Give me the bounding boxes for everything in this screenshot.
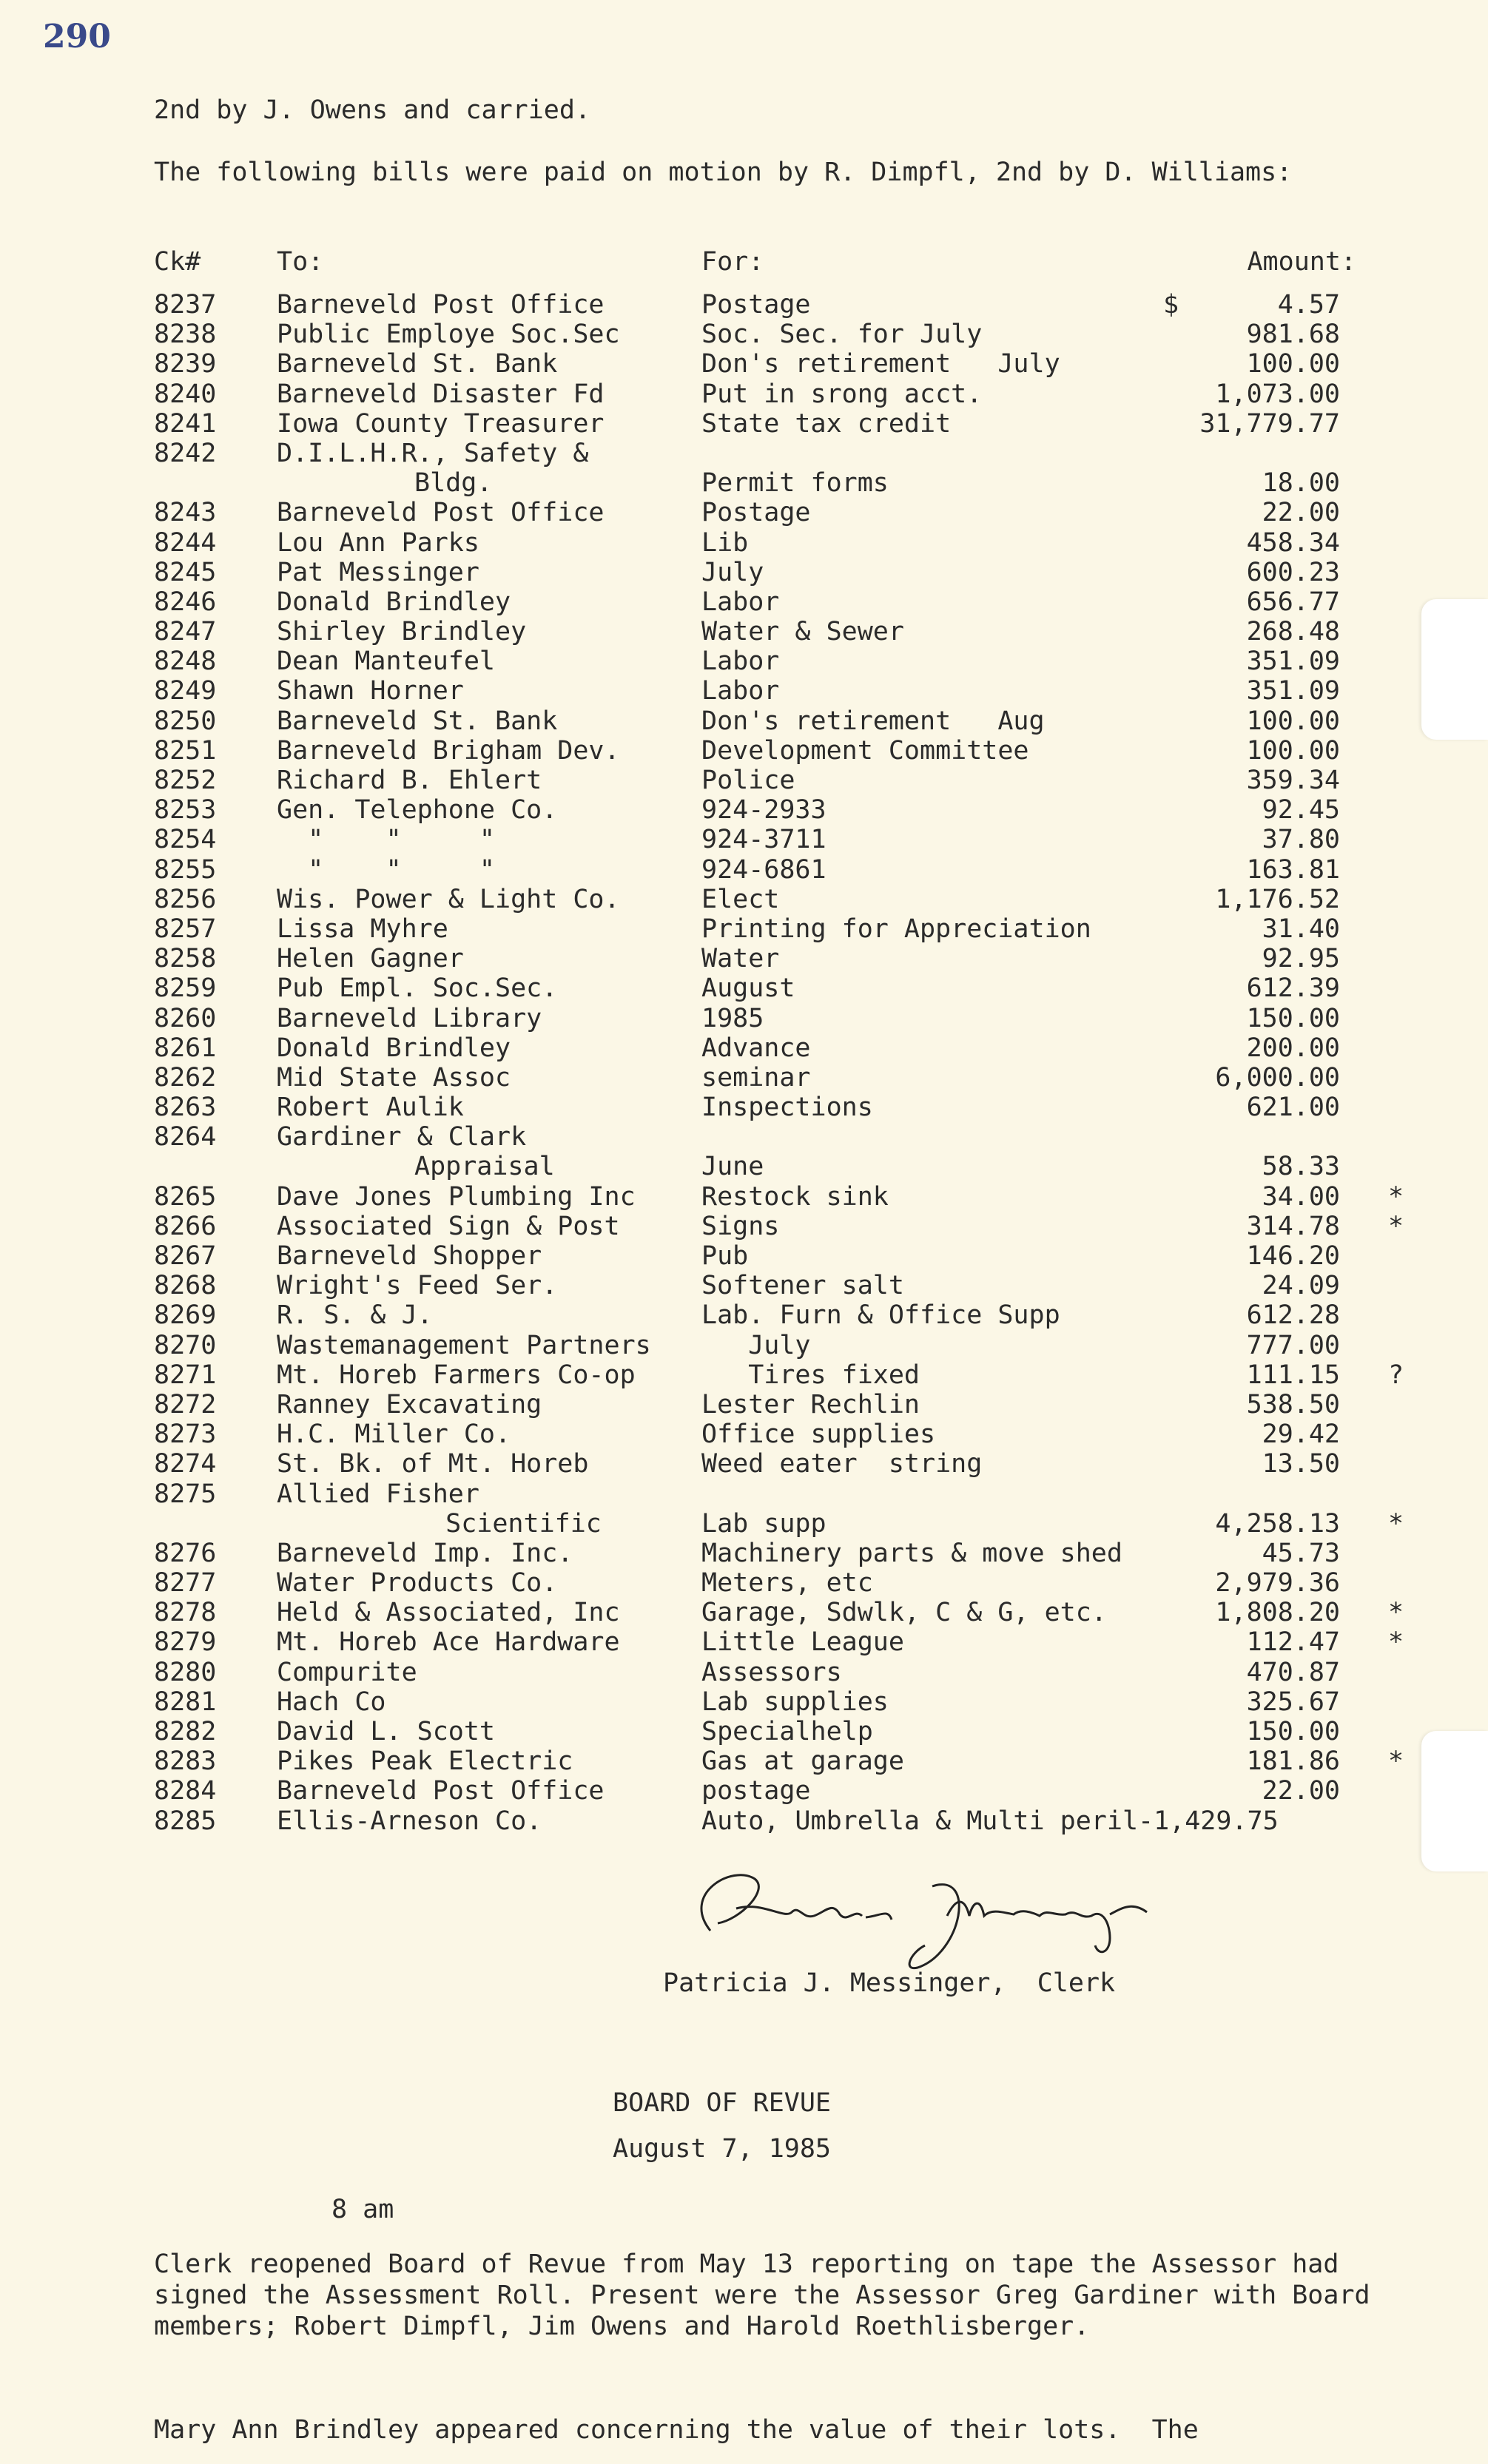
ledger-row <box>0 1420 1488 1449</box>
board-title: BOARD OF REVUE <box>613 2088 832 2118</box>
check-number: 8283 <box>154 1746 217 1777</box>
payee: Barneveld Post Office <box>277 290 605 320</box>
purpose: 924-6861 <box>701 854 827 885</box>
check-number: 8269 <box>154 1300 217 1331</box>
payee: Mid State Assoc <box>277 1062 511 1093</box>
amount: 268.48 <box>1246 617 1340 647</box>
row-mark: * <box>1388 1211 1404 1241</box>
check-number: 8277 <box>154 1568 217 1599</box>
amount: 538.50 <box>1246 1389 1340 1420</box>
amount: 6,000.00 <box>1215 1062 1340 1093</box>
amount: 163.81 <box>1246 854 1340 885</box>
ledger-row <box>0 498 1488 527</box>
ledger-row <box>0 1241 1488 1271</box>
check-number: 8262 <box>154 1062 217 1093</box>
amount: 612.28 <box>1246 1300 1340 1331</box>
ledger-row <box>0 1568 1488 1598</box>
payee: Donald Brindley <box>277 587 511 617</box>
ledger-row <box>0 944 1488 973</box>
ledger-row <box>0 1331 1488 1360</box>
amount: 621.00 <box>1246 1093 1340 1123</box>
purpose: Inspections <box>701 1093 873 1123</box>
ledger-row <box>0 349 1488 379</box>
ledger-row <box>0 855 1488 885</box>
payee: Compurite <box>277 1657 417 1687</box>
payee: Robert Aulik <box>277 1093 464 1123</box>
check-number: 8239 <box>154 349 217 379</box>
ledger-row <box>0 468 1488 498</box>
payee: Iowa County Treasurer <box>277 408 605 439</box>
amount: 351.09 <box>1246 676 1340 706</box>
payee: Allied Fisher <box>277 1479 479 1509</box>
ledger-row <box>0 1122 1488 1152</box>
payee: R. S. & J. <box>277 1300 433 1331</box>
payee: " " " <box>277 825 496 855</box>
ledger-row <box>0 409 1488 439</box>
check-number: 8261 <box>154 1033 217 1063</box>
purpose: Soc. Sec. for July <box>701 320 983 350</box>
ledger-row <box>0 1093 1488 1122</box>
payee: Helen Gagner <box>277 944 464 974</box>
board-date: August 7, 1985 <box>613 2134 832 2164</box>
purpose: July <box>701 557 764 587</box>
purpose: Lab. Furn & Office Supp <box>701 1300 1060 1331</box>
ledger-row <box>0 1004 1488 1033</box>
check-number: 8279 <box>154 1627 217 1658</box>
purpose: Printing for Appreciation <box>701 914 1091 944</box>
purpose: Pub <box>701 1241 749 1271</box>
payee: Ellis-Arneson Co. <box>277 1806 542 1836</box>
bills-paragraph: The following bills were paid on motion by R. Dimpfl, 2nd by D. Williams: <box>154 158 1293 187</box>
purpose: Machinery parts & move shed <box>701 1538 1122 1568</box>
payee: Shirley Brindley <box>277 617 527 647</box>
meeting-time: 8 am <box>331 2195 394 2224</box>
payee: Shawn Horner <box>277 676 464 706</box>
payee: Wright's Feed Ser. <box>277 1271 558 1301</box>
check-number: 8276 <box>154 1538 217 1568</box>
payee: David L. Scott <box>277 1717 496 1746</box>
check-number: 8282 <box>154 1717 217 1746</box>
row-mark: ? <box>1388 1360 1404 1390</box>
signature-caption: Patricia J. Messinger, Clerk <box>663 1968 1116 1998</box>
amount: 22.00 <box>1262 498 1340 528</box>
purpose: Little League <box>701 1627 904 1658</box>
bills-ledger <box>0 290 1488 1836</box>
check-number: 8247 <box>154 617 217 647</box>
purpose: Softener salt <box>701 1271 904 1301</box>
ledger-row <box>0 1658 1488 1687</box>
header-amount: Amount: <box>1247 247 1356 277</box>
amount: 2,979.36 <box>1215 1568 1340 1599</box>
ledger-row <box>0 1182 1488 1212</box>
check-number: 8274 <box>154 1449 217 1479</box>
check-number: 8264 <box>154 1122 217 1152</box>
purpose: Water <box>701 944 780 974</box>
payee: Public Employe Soc.Sec <box>277 320 620 350</box>
ledger-row <box>0 1806 1488 1836</box>
payee: Lissa Myhre <box>277 914 448 944</box>
amount: 314.78 <box>1246 1211 1340 1241</box>
ledger-row <box>0 647 1488 676</box>
ledger-row <box>0 587 1488 617</box>
payee: Appraisal <box>414 1152 555 1182</box>
amount: 981.68 <box>1246 320 1340 350</box>
purpose: Restock sink <box>701 1181 889 1212</box>
purpose: June <box>701 1152 764 1182</box>
amount: 181.86 <box>1246 1746 1340 1777</box>
purpose: Meters, etc <box>701 1568 873 1599</box>
payee: Bldg. <box>414 468 493 499</box>
purpose: Postage <box>701 498 811 528</box>
amount: 150.00 <box>1246 1003 1340 1033</box>
purpose: Postage <box>701 290 811 320</box>
amount: 45.73 <box>1262 1538 1340 1568</box>
ledger-row <box>0 617 1488 647</box>
purpose: Police <box>701 766 795 795</box>
amount: 612.39 <box>1246 973 1340 1004</box>
check-number: 8243 <box>154 498 217 528</box>
check-number: 8252 <box>154 766 217 795</box>
purpose: Specialhelp <box>701 1717 873 1746</box>
row-mark: * <box>1388 1627 1404 1658</box>
amount: 100.00 <box>1246 735 1340 766</box>
ledger-row <box>0 676 1488 706</box>
ledger-row <box>0 1479 1488 1509</box>
check-number: 8281 <box>154 1687 217 1717</box>
purpose: Labor <box>701 647 780 677</box>
ledger-row <box>0 320 1488 349</box>
amount: 1,176.52 <box>1215 884 1340 914</box>
payee: Pat Messinger <box>277 557 479 587</box>
row-mark: * <box>1388 1746 1404 1777</box>
amount: 58.33 <box>1262 1152 1340 1182</box>
check-number: 8250 <box>154 706 217 736</box>
ledger-row <box>0 290 1488 320</box>
purpose: August <box>701 973 795 1004</box>
ledger-row <box>0 1449 1488 1479</box>
amount: 100.00 <box>1246 706 1340 736</box>
purpose: seminar <box>701 1062 811 1093</box>
ledger-row <box>0 1033 1488 1063</box>
purpose: Weed eater string <box>701 1449 983 1479</box>
amount: 22.00 <box>1262 1776 1340 1806</box>
header-to: To: <box>277 247 324 277</box>
purpose: Elect <box>701 884 780 914</box>
signature <box>666 1849 1169 1982</box>
ledger-row <box>0 1212 1488 1241</box>
clerk-paragraph: Clerk reopened Board of Revue from May 13 reporting on tape the Assessor had signed the Assessment Roll. Present were the Assessor Greg Gardiner with Board members; Robert Dimpfl, Jim Owens and Harold Roethlisberger. <box>154 2249 1370 2341</box>
payee: Gardiner & Clark <box>277 1122 527 1152</box>
ledger-row <box>0 1063 1488 1093</box>
amount: 600.23 <box>1246 557 1340 587</box>
check-number: 8271 <box>154 1360 217 1390</box>
check-number: 8267 <box>154 1241 217 1271</box>
amount: 4.57 <box>1277 290 1340 320</box>
amount: 92.45 <box>1262 795 1340 826</box>
payee: Lou Ann Parks <box>277 527 479 558</box>
purpose: Tires fixed <box>701 1360 920 1390</box>
check-number: 8240 <box>154 379 217 409</box>
purpose: Don's retirement Aug <box>701 706 1045 736</box>
amount: 656.77 <box>1246 587 1340 617</box>
check-number: 8248 <box>154 647 217 677</box>
amount: 1,073.00 <box>1215 379 1340 409</box>
purpose: Auto, Umbrella & Multi peril-1,429.75 <box>701 1806 1279 1836</box>
purpose: Don's retirement July <box>701 349 1060 379</box>
check-number: 8273 <box>154 1420 217 1450</box>
purpose: Lib <box>701 527 749 558</box>
amount: 359.34 <box>1246 766 1340 795</box>
payee: Ranney Excavating <box>277 1389 542 1420</box>
ledger-row <box>0 736 1488 766</box>
payee: D.I.L.H.R., Safety & <box>277 438 589 468</box>
ledger-row <box>0 1717 1488 1746</box>
check-number: 8251 <box>154 735 217 766</box>
check-number: 8238 <box>154 320 217 350</box>
check-number: 8241 <box>154 408 217 439</box>
amount: 351.09 <box>1246 647 1340 677</box>
payee: Held & Associated, Inc <box>277 1598 620 1628</box>
payee: Barneveld Brigham Dev. <box>277 735 620 766</box>
purpose: July <box>701 1330 811 1360</box>
purpose: 924-3711 <box>701 825 827 855</box>
ledger-row <box>0 1300 1488 1330</box>
purpose: Labor <box>701 676 780 706</box>
payee: Water Products Co. <box>277 1568 558 1599</box>
payee: Barneveld St. Bank <box>277 706 558 736</box>
ledger-row <box>0 1360 1488 1390</box>
purpose: Put in srong acct. <box>701 379 983 409</box>
payee: " " " <box>277 854 496 885</box>
payee: Mt. Horeb Farmers Co-op <box>277 1360 636 1390</box>
check-number: 8263 <box>154 1093 217 1123</box>
amount: 146.20 <box>1246 1241 1340 1271</box>
check-number: 8255 <box>154 854 217 885</box>
check-number: 8268 <box>154 1271 217 1301</box>
payee: Barneveld Library <box>277 1003 542 1033</box>
ledger-row <box>0 1776 1488 1806</box>
check-number: 8280 <box>154 1657 217 1687</box>
payee: H.C. Miller Co. <box>277 1420 511 1450</box>
payee: Dean Manteufel <box>277 647 496 677</box>
ledger-row <box>0 825 1488 854</box>
amount: 31,779.77 <box>1199 408 1340 439</box>
payee: Barneveld Shopper <box>277 1241 542 1271</box>
amount: 24.09 <box>1262 1271 1340 1301</box>
page-number: 290 <box>43 18 111 55</box>
payee: Barneveld Disaster Fd <box>277 379 605 409</box>
purpose: Development Committee <box>701 735 1029 766</box>
ledger-row <box>0 1509 1488 1539</box>
payee: Associated Sign & Post <box>277 1211 620 1241</box>
amount: 4,258.13 <box>1215 1508 1340 1539</box>
purpose: State tax credit <box>701 408 952 439</box>
ledger-row <box>0 1746 1488 1776</box>
check-number: 8278 <box>154 1598 217 1628</box>
ledger-row <box>0 1152 1488 1181</box>
payee: Wastemanagement Partners <box>277 1330 651 1360</box>
ledger-row <box>0 1687 1488 1717</box>
payee: St. Bk. of Mt. Horeb <box>277 1449 589 1479</box>
check-number: 8242 <box>154 438 217 468</box>
amount: 200.00 <box>1246 1033 1340 1063</box>
payee: Scientific <box>414 1508 602 1539</box>
purpose: Lester Rechlin <box>701 1389 920 1420</box>
purpose: Assessors <box>701 1657 842 1687</box>
header-for: For: <box>701 247 764 277</box>
purpose: Permit forms <box>701 468 889 499</box>
check-number: 8245 <box>154 557 217 587</box>
amount: 112.47 <box>1246 1627 1340 1658</box>
check-number: 8258 <box>154 944 217 974</box>
purpose: Signs <box>701 1211 780 1241</box>
payee: Mt. Horeb Ace Hardware <box>277 1627 620 1658</box>
amount: 1,808.20 <box>1215 1598 1340 1628</box>
amount: 470.87 <box>1246 1657 1340 1687</box>
check-number: 8254 <box>154 825 217 855</box>
purpose: Water & Sewer <box>701 617 904 647</box>
ledger-row <box>0 766 1488 795</box>
ledger-row <box>0 439 1488 468</box>
payee: Richard B. Ehlert <box>277 766 542 795</box>
check-number: 8257 <box>154 914 217 944</box>
amount: 458.34 <box>1246 527 1340 558</box>
payee: Pub Empl. Soc.Sec. <box>277 973 558 1004</box>
payee: Barneveld Post Office <box>277 1776 605 1806</box>
purpose: Lab supp <box>701 1508 827 1539</box>
amount: 18.00 <box>1262 468 1340 499</box>
amount: 150.00 <box>1246 1717 1340 1746</box>
check-number: 8253 <box>154 795 217 826</box>
check-number: 8265 <box>154 1181 217 1212</box>
ledger-row <box>0 528 1488 558</box>
ledger-row <box>0 1390 1488 1420</box>
header-ck: Ck# <box>154 247 201 277</box>
check-number: 8260 <box>154 1003 217 1033</box>
amount: 13.50 <box>1262 1449 1340 1479</box>
check-number: 8237 <box>154 290 217 320</box>
purpose: Advance <box>701 1033 811 1063</box>
payee: Barneveld St. Bank <box>277 349 558 379</box>
amount: 31.40 <box>1262 914 1340 944</box>
check-number: 8284 <box>154 1776 217 1806</box>
purpose: 924-2933 <box>701 795 827 826</box>
payee: Gen. Telephone Co. <box>277 795 558 826</box>
intro-line: 2nd by J. Owens and carried. <box>154 95 591 125</box>
ledger-row <box>0 973 1488 1003</box>
check-number: 8246 <box>154 587 217 617</box>
check-number: 8275 <box>154 1479 217 1509</box>
ledger-header <box>0 247 1488 278</box>
ledger-row <box>0 558 1488 587</box>
amount: 100.00 <box>1246 349 1340 379</box>
purpose: Gas at garage <box>701 1746 904 1777</box>
payee: Donald Brindley <box>277 1033 511 1063</box>
row-mark: * <box>1388 1508 1404 1539</box>
ledger-row <box>0 914 1488 944</box>
ledger-row <box>0 885 1488 914</box>
amount: 34.00 <box>1262 1181 1340 1212</box>
page-tab <box>1421 1731 1488 1871</box>
check-number: 8249 <box>154 676 217 706</box>
check-number: 8270 <box>154 1330 217 1360</box>
amount: 111.15 <box>1246 1360 1340 1390</box>
amount: 92.95 <box>1262 944 1340 974</box>
ledger-row <box>0 1539 1488 1568</box>
ledger-row <box>0 795 1488 825</box>
purpose: Garage, Sdwlk, C & G, etc. <box>701 1598 1107 1628</box>
payee: Barneveld Imp. Inc. <box>277 1538 573 1568</box>
check-number: 8244 <box>154 527 217 558</box>
check-number: 8272 <box>154 1389 217 1420</box>
ledger-row <box>0 379 1488 409</box>
purpose: 1985 <box>701 1003 764 1033</box>
purpose: Labor <box>701 587 780 617</box>
last-line: Mary Ann Brindley appeared concerning the value of their lots. The <box>154 2415 1199 2445</box>
amount: 29.42 <box>1262 1420 1340 1450</box>
dollar-sign: $ <box>1163 290 1179 320</box>
payee: Wis. Power & Light Co. <box>277 884 620 914</box>
row-mark: * <box>1388 1181 1404 1212</box>
purpose: postage <box>701 1776 811 1806</box>
page-tab <box>1421 599 1488 740</box>
amount: 777.00 <box>1246 1330 1340 1360</box>
row-mark: * <box>1388 1598 1404 1628</box>
purpose: Lab supplies <box>701 1687 889 1717</box>
payee: Dave Jones Plumbing Inc <box>277 1181 636 1212</box>
amount: 325.67 <box>1246 1687 1340 1717</box>
payee: Barneveld Post Office <box>277 498 605 528</box>
ledger-row <box>0 706 1488 736</box>
ledger-row <box>0 1271 1488 1300</box>
check-number: 8256 <box>154 884 217 914</box>
check-number: 8285 <box>154 1806 217 1836</box>
payee: Pikes Peak Electric <box>277 1746 573 1777</box>
check-number: 8259 <box>154 973 217 1004</box>
payee: Hach Co <box>277 1687 386 1717</box>
ledger-row <box>0 1598 1488 1627</box>
ledger-row <box>0 1627 1488 1657</box>
check-number: 8266 <box>154 1211 217 1241</box>
purpose: Office supplies <box>701 1420 936 1450</box>
amount: 37.80 <box>1262 825 1340 855</box>
